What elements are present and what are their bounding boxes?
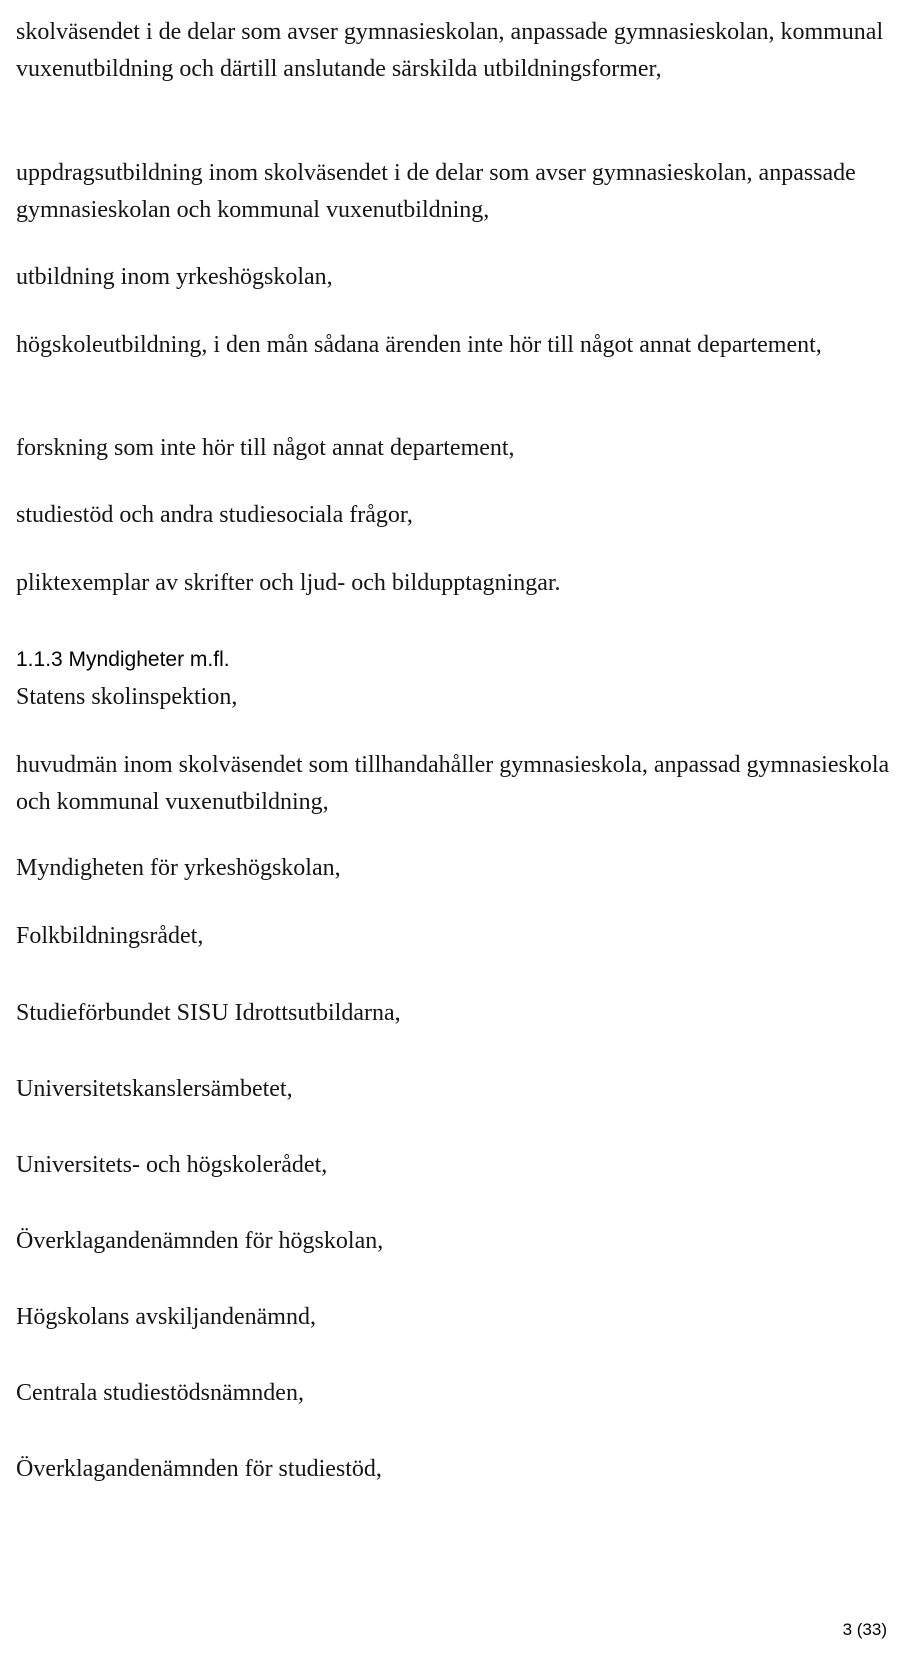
paragraph: Överklagandenämnden för högskolan, [16,1228,384,1254]
paragraph: pliktexemplar av skrifter och ljud- och bildupptagningar. [16,570,561,596]
page-number: 3 (33) [842,1620,887,1639]
paragraph: uppdragsutbildning inom skolväsendet i de delar som avser gymnasieskolan, anpassade gymnasieskolan och kommunal vuxenutbildning, [16,160,856,223]
paragraph: Universitets- och högskolerådet, [16,1152,328,1178]
section-heading: 1.1.3 Myndigheter m.fl. [16,648,230,671]
paragraph: huvudmän inom skolväsendet som tillhandahåller gymnasieskola, anpassad gymnasieskola och kommunal vuxenutbildning, [16,752,890,815]
paragraph: Myndigheten för yrkeshögskolan, [16,855,341,881]
paragraph: utbildning inom yrkeshögskolan, [16,264,333,290]
paragraph: Överklagandenämnden för studiestöd, [16,1456,382,1482]
paragraph: skolväsendet i de delar som avser gymnasieskolan, anpassade gymnasieskolan, kommunal vuxenutbildning och därtill anslutande särskilda utbildningsformer, [16,19,884,82]
paragraph: Högskolans avskiljandenämnd, [16,1304,316,1330]
paragraph: högskoleutbildning, i den mån sådana ärenden inte hör till något annat departement, [16,332,822,358]
paragraph: Statens skolinspektion, [16,684,238,710]
paragraph: forskning som inte hör till något annat departement, [16,435,515,461]
paragraph: Centrala studiestödsnämnden, [16,1380,304,1406]
paragraph: studiestöd och andra studiesociala frågor, [16,502,413,528]
paragraph: Folkbildningsrådet, [16,923,204,949]
paragraph: Studieförbundet SISU Idrottsutbildarna, [16,1000,401,1026]
paragraph: Universitetskanslersämbetet, [16,1076,293,1102]
